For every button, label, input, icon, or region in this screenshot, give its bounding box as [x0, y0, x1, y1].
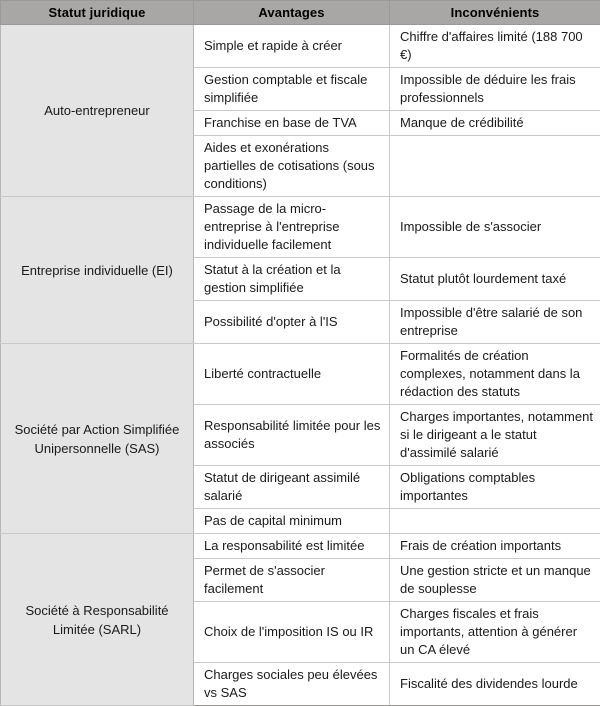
drawback-cell: Chiffre d'affaires limité (188 700 €) [390, 25, 600, 68]
drawback-cell: Charges fiscales et frais importants, attention à générer un CA élevé [390, 602, 600, 663]
advantage-cell: Passage de la micro-entreprise à l'entreprise individuelle facilement [194, 197, 390, 258]
table-body [1, 25, 600, 706]
drawback-cell: Formalités de création complexes, notamment dans la rédaction des statuts [390, 344, 600, 405]
table-row [1, 25, 600, 68]
drawback-cell: Obligations comptables importantes [390, 466, 600, 509]
drawback-cell: Impossible de s'associer [390, 197, 600, 258]
status-cell: Entreprise individuelle (EI) [1, 197, 194, 344]
table-header-row [1, 1, 600, 25]
advantage-cell: La responsabilité est limitée [194, 534, 390, 559]
drawback-cell: Statut plutôt lourdement taxé [390, 258, 600, 301]
table-row [1, 344, 600, 405]
table-header [1, 1, 600, 25]
table-row [1, 197, 600, 258]
advantage-cell: Pas de capital minimum [194, 509, 390, 534]
advantage-cell: Liberté contractuelle [194, 344, 390, 405]
advantage-cell: Gestion comptable et fiscale simplifiée [194, 68, 390, 111]
advantage-cell: Simple et rapide à créer [194, 25, 390, 68]
advantage-cell: Responsabilité limitée pour les associés [194, 405, 390, 466]
advantage-cell: Aides et exonérations partielles de cotisations (sous conditions) [194, 136, 390, 197]
drawback-cell: Charges importantes, notamment si le dirigeant a le statut d'assimilé salarié [390, 405, 600, 466]
advantage-cell: Possibilité d'opter à l'IS [194, 301, 390, 344]
advantage-cell: Statut de dirigeant assimilé salarié [194, 466, 390, 509]
table-row [1, 534, 600, 559]
drawback-cell: Fiscalité des dividendes lourde [390, 663, 600, 706]
drawback-cell: Manque de crédibilité [390, 111, 600, 136]
advantage-cell: Charges sociales peu élevées vs SAS [194, 663, 390, 706]
advantage-cell: Statut à la création et la gestion simplifiée [194, 258, 390, 301]
drawback-cell [390, 509, 600, 534]
drawback-cell [390, 136, 600, 197]
column-header-status: Statut juridique [1, 1, 194, 25]
drawback-cell: Une gestion stricte et un manque de souplesse [390, 559, 600, 602]
drawback-cell: Frais de création importants [390, 534, 600, 559]
drawback-cell: Impossible d'être salarié de son entreprise [390, 301, 600, 344]
status-cell: Société par Action Simplifiée Unipersonnelle (SAS) [1, 344, 194, 534]
column-header-drawbacks: Inconvénients [390, 1, 600, 25]
drawback-cell: Impossible de déduire les frais professionnels [390, 68, 600, 111]
status-cell: Société à Responsabilité Limitée (SARL) [1, 534, 194, 706]
column-header-advantages: Avantages [194, 1, 390, 25]
advantage-cell: Choix de l'imposition IS ou IR [194, 602, 390, 663]
advantage-cell: Permet de s'associer facilement [194, 559, 390, 602]
advantage-cell: Franchise en base de TVA [194, 111, 390, 136]
status-cell: Auto-entrepreneur [1, 25, 194, 197]
